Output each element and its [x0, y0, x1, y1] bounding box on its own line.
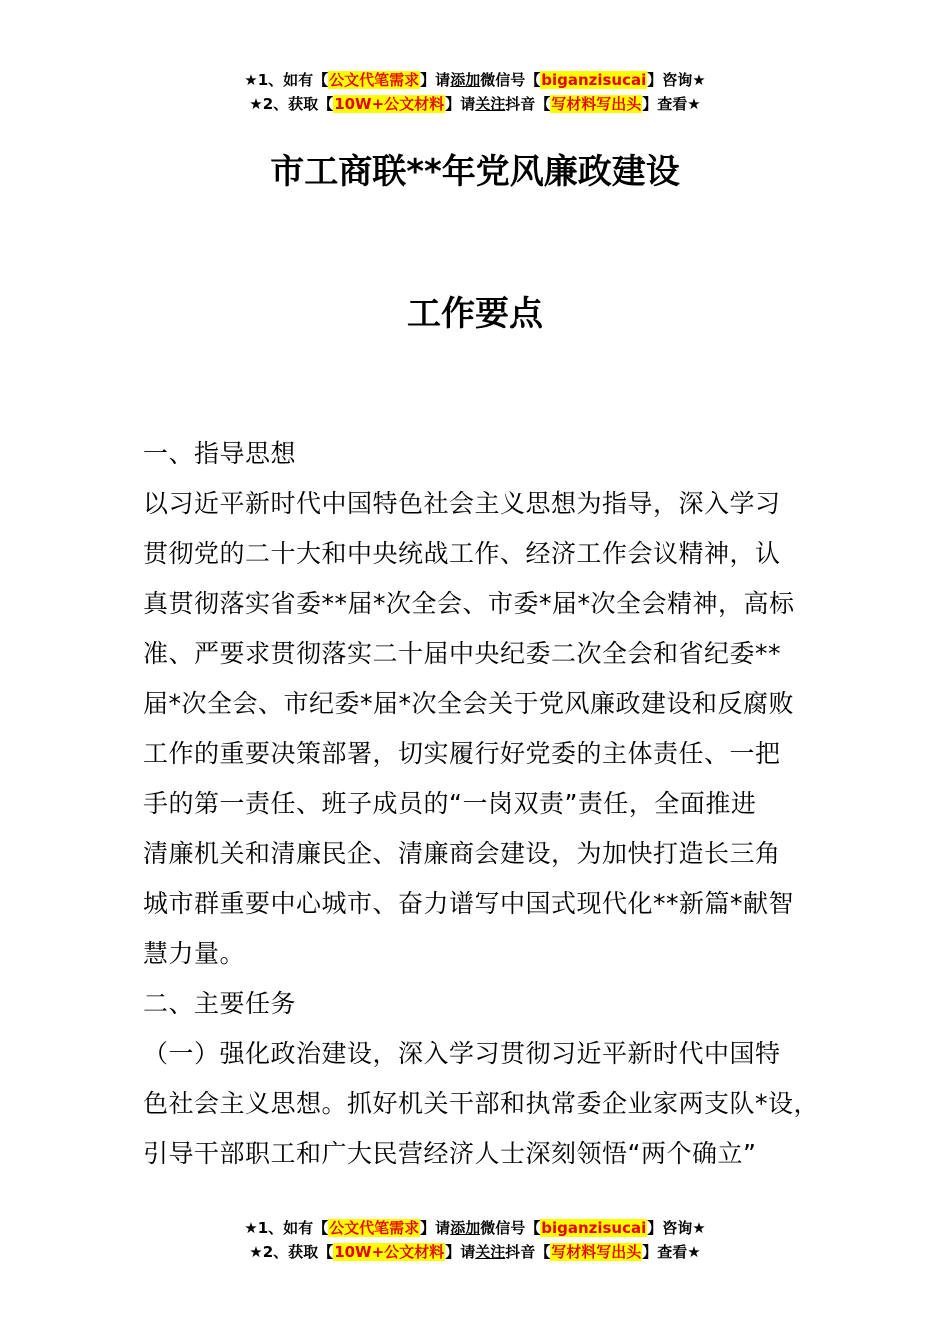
notice-text: 】请	[420, 71, 451, 89]
paragraph-line: 引导干部职工和广大民营经济人士深刻领悟“两个确立”	[143, 1139, 757, 1168]
notice-text: 】请	[420, 1219, 451, 1237]
notice-underlined: 添加	[450, 71, 481, 89]
notice-text: 】查看★	[642, 1243, 701, 1261]
notice-text: 抖音【	[505, 95, 551, 113]
notice-text: 】咨询★	[647, 1219, 706, 1237]
notice-text: 】请	[445, 95, 476, 113]
notice-text: ★1、如有【	[244, 71, 329, 89]
notice-line-1	[0, 68, 950, 92]
paragraph-line: 城市群重要中心城市、奋力谱写中国式现代化**新篇*献智	[143, 889, 795, 918]
notice-text: 】查看★	[642, 95, 701, 113]
notice-text: ★2、获取【	[249, 95, 334, 113]
wechat-id-highlight: biganzisucai	[541, 1219, 647, 1237]
notice-line-2	[0, 1240, 950, 1264]
paragraph-line: 准、严要求贯彻落实二十届中央纪委二次全会和省纪委**	[143, 639, 782, 668]
notice-highlight: 公文代笔需求	[329, 1219, 420, 1237]
paragraph-line: 工作的重要决策部署，切实履行好党委的主体责任、一把	[143, 739, 781, 768]
footer-notice	[0, 1216, 950, 1264]
paragraph-line: 贯彻党的二十大和中央统战工作、经济工作会议精神，认	[143, 539, 781, 568]
notice-line-2	[0, 92, 950, 116]
wechat-id-highlight: biganzisucai	[541, 71, 647, 89]
paragraph-line: 以习近平新时代中国特色社会主义思想为指导，深入学习	[143, 489, 781, 518]
douyin-id-highlight: 写材料写出头	[551, 95, 642, 113]
notice-text: 微信号【	[480, 1219, 541, 1237]
notice-line-1	[0, 1216, 950, 1240]
paragraph-line: 色社会主义思想。抓好机关干部和执常委企业家两支队*设，	[143, 1089, 820, 1118]
notice-text: 微信号【	[480, 71, 541, 89]
document-subtitle: 工作要点	[407, 294, 543, 334]
notice-text: 】咨询★	[647, 71, 706, 89]
douyin-id-highlight: 写材料写出头	[551, 1243, 642, 1261]
paragraph-line: 手的第一责任、班子成员的“一岗双责”责任，全面推进	[143, 789, 757, 818]
notice-text: ★2、获取【	[249, 1243, 334, 1261]
notice-highlight: 公文代笔需求	[329, 71, 420, 89]
notice-text: ★1、如有【	[244, 1219, 329, 1237]
header-notice	[0, 68, 950, 116]
paragraph-line: 真贯彻落实省委**届*次全会、市委*届*次全会精神，高标	[143, 589, 795, 618]
paragraph-line: 清廉机关和清廉民企、清廉商会建设，为加快打造长三角	[143, 839, 781, 868]
notice-highlight: 10W+公文材料	[334, 1243, 445, 1261]
document-body	[143, 429, 828, 1179]
notice-text: 抖音【	[505, 1243, 551, 1261]
section-heading: 二、主要任务	[143, 989, 297, 1018]
paragraph-line: 届*次全会、市纪委*届*次全会关于党风廉政建设和反腐败	[143, 689, 795, 718]
document-title: 市工商联**年党风廉政建设	[270, 152, 680, 192]
notice-highlight: 10W+公文材料	[334, 95, 445, 113]
notice-text: 】请	[445, 1243, 476, 1261]
paragraph-line: 慧力量。	[143, 939, 246, 968]
paragraph-line: （一）强化政治建设，深入学习贯彻习近平新时代中国特	[143, 1039, 781, 1068]
notice-underlined: 关注	[475, 1243, 506, 1261]
notice-underlined: 关注	[475, 95, 506, 113]
section-heading: 一、指导思想	[143, 439, 297, 468]
notice-underlined: 添加	[450, 1219, 481, 1237]
